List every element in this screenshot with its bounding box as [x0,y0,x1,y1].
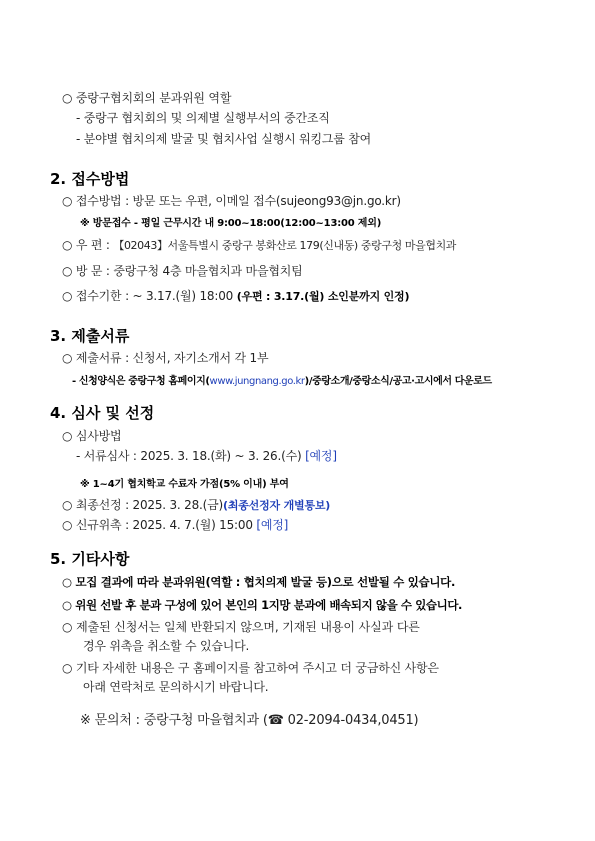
post-address-value: 【02043】서울특별시 중랑구 봉화산로 179(신내동) 중랑구청 마을협치과 [113,239,457,252]
final-selection [62,497,330,514]
note-inquiry-line-1: ○ 기타 자세한 내용은 구 홈페이지를 참고하여 주시고 더 궁금하신 사항은 [62,661,439,675]
visit-label: ○ 방 문 : [62,264,114,278]
deadline-postmark-note: (우편 : 3.17.(월) 소인분까지 인정) [236,290,410,303]
visit-location [62,263,303,279]
role-item: ○ 중랑구협치회의 분과위원 역할 [62,91,232,105]
visit-location-value: 중랑구청 4층 마을협치과 마을협치팀 [113,264,303,278]
final-selection-text: ○ 최종선정 : 2025. 3. 28.(금) [62,498,223,512]
review-method: ○ 심사방법 [62,429,122,443]
new-appointment-text: ○ 신규위촉 : 2025. 4. 7.(월) 15:00 [62,518,257,532]
note-inquiry-line-2: 아래 연락처로 문의하시기 바랍니다. [83,680,269,694]
bonus-points-note: ※ 1~4기 협치학교 수료자 가점(5% 이내) 부여 [80,479,289,490]
deadline-text: ○ 접수기한 : ~ 3.17.(월) 18:00 [62,289,237,303]
document-review-tag: [예정] [305,449,337,463]
form-download-note [72,374,492,390]
section-2-heading: 2. 접수방법 [50,170,130,188]
contact-info: ※ 문의처 : 중랑구청 마을협치과 (☎ 02-2094-0434,0451) [80,713,419,728]
post-address [62,237,456,254]
form-note-prefix: - 신청양식은 중랑구청 홈페이지( [72,376,210,387]
homepage-link[interactable]: www.jungnang.go.kr [209,376,305,387]
visit-hours-note: ※ 방문접수 - 평일 근무시간 내 9:00~18:00(12:00~13:00 제외) [80,218,382,229]
section-5-heading: 5. 기타사항 [50,550,130,568]
role-sub-2: - 분야별 협치의제 발굴 및 협치사업 실행시 워킹그룹 참여 [76,132,372,146]
receipt-method: ○ 접수방법 : 방문 또는 우편, 이메일 접수(sujeong93@jn.go.kr) [62,194,401,208]
note-subcommittee-assignment: ○ 위원 선발 후 분과 구성에 있어 본인의 1지망 분과에 배속되지 않을 수 있습니다. [62,598,463,612]
note-no-return-line-2: 경우 위촉을 취소할 수 있습니다. [83,639,250,653]
section-3-heading: 3. 제출서류 [50,327,130,345]
role-sub-1: - 중랑구 협치회의 및 의제별 실행부서의 중간조직 [76,111,330,125]
new-appointment-tag: [예정] [256,518,289,532]
document-review [76,448,337,464]
note-no-return-line-1: ○ 제출된 신청서는 일체 반환되지 않으며, 기재된 내용이 사실과 다른 [62,620,420,634]
section-4-heading: 4. 심사 및 선정 [50,404,155,422]
new-appointment [62,517,288,533]
receipt-deadline [62,288,409,305]
form-note-suffix: )/중랑소개/중랑소식/공고·고시에서 다운로드 [304,376,492,387]
note-selection-result: ○ 모집 결과에 따라 분과위원(역할 : 협치의제 발굴 등)으로 선발될 수 있습니다. [62,575,456,589]
post-label: ○ 우 편 : [62,238,114,252]
final-selection-tag: (최종선정자 개별통보) [223,499,331,512]
document-review-text: - 서류심사 : 2025. 3. 18.(화) ~ 3. 26.(수) [76,449,306,463]
required-documents: ○ 제출서류 : 신청서, 자기소개서 각 1부 [62,351,269,365]
